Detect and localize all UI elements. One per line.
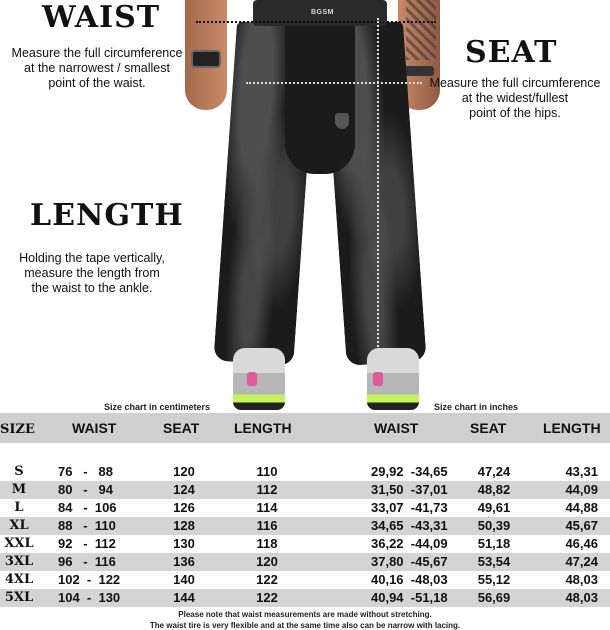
header-waist-in: WAIST [374,420,419,436]
table-row: M 80 - 94 124 112 31,50 -37,01 48,82 44,09 [0,481,610,499]
header-length-in: LENGTH [543,420,601,436]
caption-inches: Size chart in inches [434,402,519,412]
table-row: L 84 - 106 126 114 33,07 -41,73 49,61 44,88 [0,499,610,517]
logo-patch-icon [335,113,349,129]
left-shoe-icon [233,348,285,410]
table-row: XXL 92 - 112 130 118 36,22 -44,09 51,18 46,46 [0,535,610,553]
header-seat-in: SEAT [470,420,507,436]
size-chart-table [0,413,610,607]
header-size: SIZE [0,422,35,437]
caption-cm: Size chart in centimeters [104,402,211,412]
header-length-cm: LENGTH [234,420,292,436]
seat-measure-line [246,82,422,84]
length-description: Holding the tape vertically, measure the length from the waist to the ankle. [19,251,165,295]
seat-heading: SEAT [465,35,558,70]
model-illustration [185,0,440,412]
note-line: The waist tire is very flexible and at the same time also can be narrow with lacing. [149,621,461,630]
brand-label: BGSM [311,9,334,16]
length-measure-line [377,18,379,363]
table-row: 3XL 96 - 116 136 120 37,80 -45,67 53,54 47,24 [0,553,610,571]
table-row: 4XL 102 - 122 140 122 40,16 -48,03 55,12 48,03 [0,571,610,589]
header-seat-cm: SEAT [163,420,200,436]
table-row: S 76 - 88 120 110 29,92 -34,65 47,24 43,31 [0,463,610,481]
chart-notes [0,609,610,630]
pants-image [245,0,395,360]
table-body [0,463,610,607]
wristband-icon [404,66,434,76]
header-waist-cm: WAIST [72,420,117,436]
watch-icon [191,50,221,68]
waist-measure-line [196,21,436,23]
waist-heading: WAIST [42,0,161,35]
note-line: Please note that waist measurements are made without stretching. [178,610,432,619]
table-header [0,413,610,443]
table-row: XL 88 - 110 128 116 34,65 -43,31 50,39 45,67 [0,517,610,535]
table-row: 5XL 104 - 130 144 122 40,94 -51,18 56,69 48,03 [0,589,610,607]
length-heading: LENGTH [30,198,184,233]
waist-description: Measure the full circumference at the narrowest / smallest point of the waist. [11,46,183,90]
seat-description: Measure the full circumference at the widest/fullest point of the hips. [429,76,601,120]
